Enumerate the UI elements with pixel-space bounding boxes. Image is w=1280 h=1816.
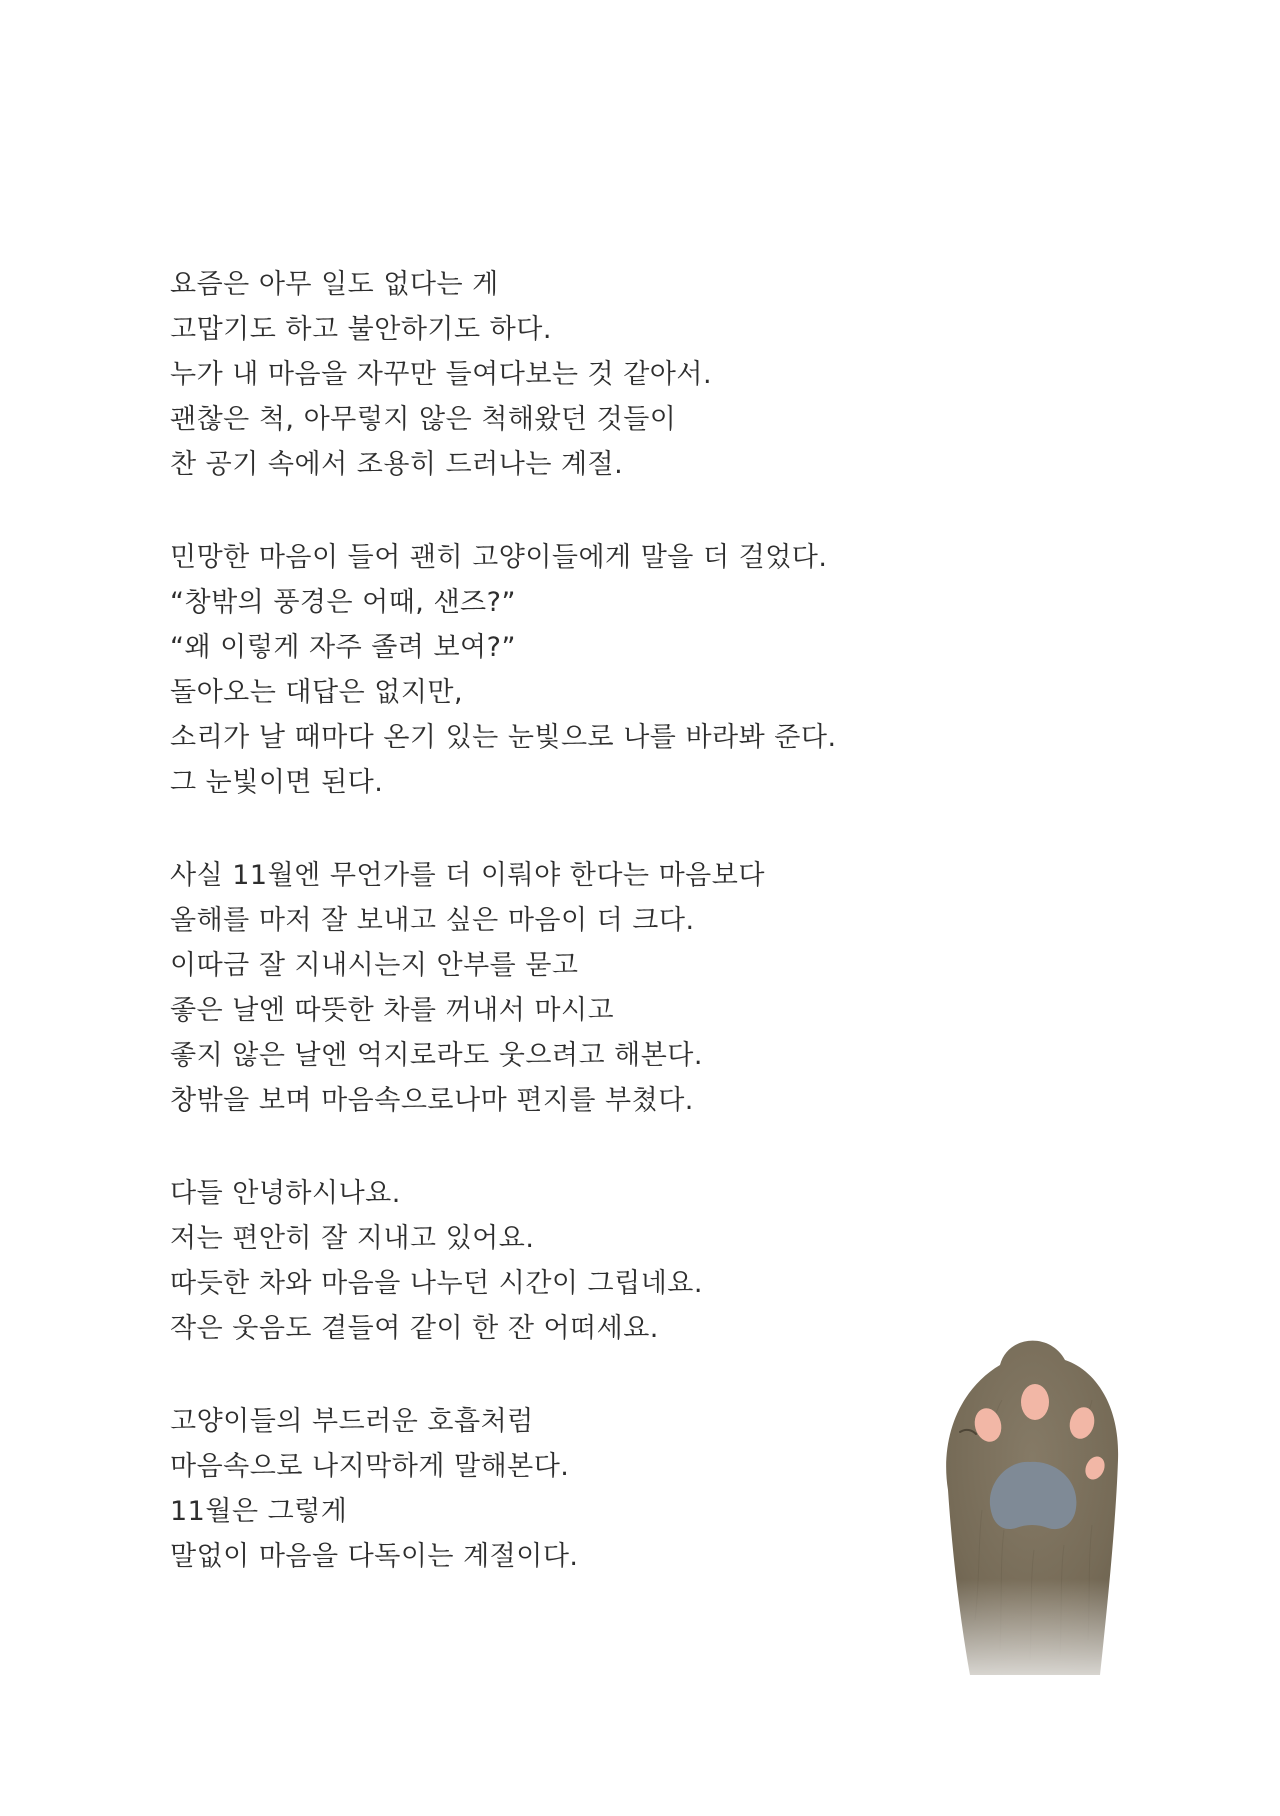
text-line: 작은 웃음도 곁들여 같이 한 잔 어떠세요. bbox=[170, 1313, 659, 1344]
text-line: 창밖을 보며 마음속으로나마 편지를 부쳤다. bbox=[170, 1085, 694, 1116]
text-line: 민망한 마음이 들어 괜히 고양이들에게 말을 더 걸었다. bbox=[170, 542, 828, 573]
text-line: 마음속으로 나지막하게 말해본다. bbox=[170, 1451, 570, 1482]
text-line: 돌아오는 대답은 없지만, bbox=[170, 677, 464, 708]
essay-text bbox=[170, 262, 950, 1627]
text-line: 좋은 날엔 따뜻한 차를 꺼내서 마시고 bbox=[170, 995, 615, 1026]
text-line: 누가 내 마음을 자꾸만 들여다보는 것 같아서. bbox=[170, 359, 713, 390]
text-line: “창밖의 풍경은 어때, 샌즈?” bbox=[170, 587, 516, 618]
paw-fade-overlay bbox=[930, 1320, 1130, 1690]
text-line: 따듯한 차와 마음을 나누던 시간이 그립네요. bbox=[170, 1268, 703, 1299]
text-line: 그 눈빛이면 된다. bbox=[170, 767, 384, 798]
text-line: 고양이들의 부드러운 호흡처럼 bbox=[170, 1406, 534, 1437]
stanza bbox=[170, 1399, 950, 1579]
text-line: 말없이 마음을 다독이는 계절이다. bbox=[170, 1541, 579, 1572]
text-line: 요즘은 아무 일도 없다는 게 bbox=[170, 269, 499, 300]
text-line: “왜 이렇게 자주 졸려 보여?” bbox=[170, 632, 516, 663]
text-line: 좋지 않은 날엔 억지로라도 웃으려고 해본다. bbox=[170, 1040, 703, 1071]
text-line: 저는 편안히 잘 지내고 있어요. bbox=[170, 1223, 535, 1254]
stanza bbox=[170, 262, 950, 487]
stanza bbox=[170, 853, 950, 1123]
text-line: 다들 안녕하시나요. bbox=[170, 1178, 401, 1209]
text-line: 사실 11월엔 무언가를 더 이뤄야 한다는 마음보다 bbox=[170, 860, 765, 891]
stanza bbox=[170, 1171, 950, 1351]
text-line: 올해를 마저 잘 보내고 싶은 마음이 더 크다. bbox=[170, 905, 695, 936]
text-line: 11월은 그렇게 bbox=[170, 1496, 348, 1527]
text-line: 소리가 날 때마다 온기 있는 눈빛으로 나를 바라봐 준다. bbox=[170, 722, 837, 753]
text-line: 찬 공기 속에서 조용히 드러나는 계절. bbox=[170, 449, 624, 480]
stanza bbox=[170, 535, 950, 805]
text-line: 이따금 잘 지내시는지 안부를 묻고 bbox=[170, 950, 579, 981]
text-line: 고맙기도 하고 불안하기도 하다. bbox=[170, 314, 552, 345]
cat-paw-icon bbox=[930, 1320, 1130, 1690]
text-line: 괜찮은 척, 아무렇지 않은 척해왔던 것들이 bbox=[170, 404, 677, 435]
